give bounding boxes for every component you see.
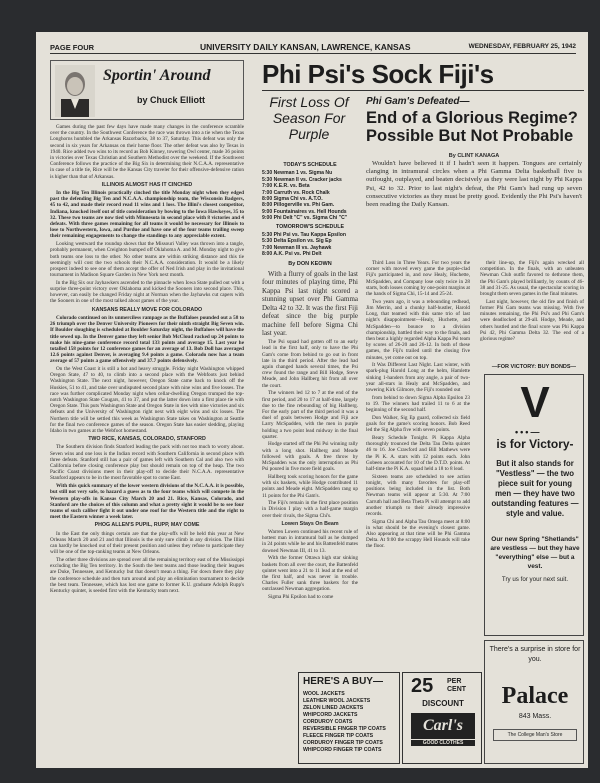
lead-paragraph: With a flurry of goals in the last four minutes of playing time, Phi Kappa Psi last night scored a stunning upset over Phi Gamma Delta 42 to 32. It was the first Fiji defeat since the big purple machine fell before Sigma Chi last year. <box>262 269 358 338</box>
morse-dots: •••— <box>515 427 542 437</box>
columnist-photo <box>55 65 95 117</box>
palace-ad <box>484 640 584 764</box>
story2-lead <box>366 160 582 260</box>
paragraph: With the former Ottawa high star sinking baskets from all over the court, the Battenfeld quintet went into a 21 to 11 lead at the end of the first half, and was never in trouble. Charles Fuller sank three baskets for the outclassed Newman aggregation. <box>262 555 358 593</box>
paragraph: Last night, however, the old fire and finish of former Phi Gam teams was missing. With five minutes remaining, the Phi Psi's and Phi Gam's were deadlocked at 29-all. Hodge, Meade, and others hustled and the final score was Phi Kappa Psi 42, Phi Gamma Delta 32. The end of a glorious regime? <box>480 298 584 342</box>
paragraph: In the Big Ten Illinois practically cinched the title Monday night when they edged past the defending Big Ten and N.C.A.A. championship team, the Wisconsin Badgers, 45 to 42, and made their record read 11 wins and 1 loss. The Illini's closest competitor, Indiana, knocked itself out of title consideration by bowing to the Iowa Hawkeyes, 35 to 32. These two teams are now tied with Minnesota in second place with 8 victories and 4 defeats. With three games remaining for all teams it would be necessary for Illinois to lose to Northwestern, Iowa, and Purdue and have one of the four teams trailing sweep their remaining engagements to change the standings to any appreciable extent. <box>50 190 244 240</box>
column-byline: by Chuck Elliott <box>137 95 206 105</box>
list-item: WHIPCORD JACKETS <box>303 712 358 718</box>
per-label: PER <box>447 678 462 685</box>
carls-logo: Carl's <box>411 713 475 739</box>
discount-label: DISCOUNT <box>422 699 464 708</box>
heres-a-buy-ad <box>298 672 400 764</box>
schedule-row: 5:30 Newman 1 vs. Sigma Nu <box>262 170 333 177</box>
victory-shetlands: Our new Spring "Shetlands" are vestless — but they have "everything" else — but a vest. <box>490 536 580 570</box>
coat-list <box>303 691 386 754</box>
palace-tagline: The College Man's Store <box>493 729 577 741</box>
victory-try: Try us for your next suit. <box>501 576 569 583</box>
bonds-banner: —FOR VICTORY: BUY BONDS— <box>491 364 577 370</box>
paragraph: Beary Schedule Tonight. Pi Kappa Alpha thoroughly trounced the Delta Tau Delta quintet 46 to 16. Joe Crawford and Bill Mathews were the Pi K. A. stars with 12 points each. John Gobeen accounted for 10 of the D.T.D. points. At half-time the Pi K.A. squad held a 18 to 8 lead. <box>366 434 470 472</box>
paragraph: Warren Lowen continued his recent rule of hottest man in intramural ball as he dumped in 24 points while he and his Battenfeld mates downed Newman III, 41 to 13. <box>262 529 358 554</box>
carls-tagline: GOOD CLOTHES <box>411 740 475 746</box>
list-item: FLEECE FINGER TIP COATS <box>303 733 374 739</box>
paragraph: The winners led 12 to 7 at the end of the first period, and 20 to 17 at half-time, largely due to the fine rebounding of big Hallberg. For the early part of the third period it was a duel of goals between Hodge and Fiji ace Larry McSpadden, with the men in purple holding a two point lead midway in the final quarter. <box>262 390 358 440</box>
column-title: Sportin' Around <box>103 67 211 84</box>
paragraph: from behind to down Sigma Alpha Epsilon 23 to 19. The winners had trailed 11 to 6 at the beginning of the second half. <box>366 394 470 414</box>
list-item: LEATHER WOOL JACKETS <box>303 698 371 704</box>
paragraph: The Fiji's remain in the first place position in Division I play with a half-game margin over their rivals, the Sigma Chi's. <box>262 500 358 519</box>
paragraph: Colorado continued on its unmerciless rampage as the Buffaloes pounded out a 58 to 26 triumph over the Denver University Pioneers for their ninth straight Big Seven win. If Boulder sloughing is scheduled at Boulder Saturday night, the Buffaloes will have the title sewed up. In the Denver game they left senior Bob McCloud racked up 24 points to make his nine-game conference record total 133 points and average 15. Last year he totalled 158 points for 12 conference games for an average of 13. Bob Doll has averaged 12.6 points against Denver, is averaging 9.4 points a game. Colorado now has a team average of 57 points a game offensively and 37.7 points defensively. <box>50 314 244 365</box>
paragraph: The other three divisions are spread over all the remaining territory east of the Mississippi excluding the Big Ten territory. In the South the best teams and those leading their leagues are Duke, Tennessee, and Kentucky but that doesn't mean a thing. For down there they play the conference schedule and then turn around and play an elimination tournament to decide the best team. Tennessee, which has lost one game to former K.U. graduate Adolph Rupp's Kentucky quintet, is seeded first with the Kentucky team next. <box>50 556 244 594</box>
paragraph: With this quick summary of the lower western divisions of the N.C.A.A. it is possible, but still not very safe, to hazard a guess as to the four teams which will compete in the Western play-offs in Kansas City March 20 and 21. Rice, Kansas, Colorado, and Stanford are the choices of this column and what a pretty sight it would be to see four teams of such caliber fight it out under one roof for the Western title and the right to meet the Eastern winner a week later. <box>50 483 244 521</box>
paragraph: The Southern division finds Stanford leading the pack with not too much to worry about. Seven wins and one loss is the Indian record with Southern California in second place with three defeats. Stanford still has a pair of games left with Southern Cal and also two with California before closing conference play but should remain on top of the heap. The two Pacific Coast divisions meet in their play-off to decide their N.C.A.A. representative Stanford appears to be in the most favorable spot to come East. <box>50 444 244 482</box>
list-item: WOOL JACKETS <box>303 691 345 697</box>
paragraph: Sigma Chi and Alpha Tau Omega meet at 8:00 in what should be the evening's closest game. Also appearing at that time will be Phi Gamma Delta. At 9:00 the scrappy Hell Hounds will take the floor. <box>366 518 470 550</box>
masthead <box>50 42 576 54</box>
subhead: ILLINOIS ALMOST HAS IT CINCHED <box>101 181 193 188</box>
paragraph: On the West Coast it is still a hot and heavy struggle. Friday night Washington whipped Oregon State, 47 to 40, to climb into a second place with the Webfoots just behind Washington State. The next night, however, Oregon State came back to knock off the Huskies, 51 to 41, and take over undisputed second place with nine wins and five losses. The race was further complicated Monday night when cellar-dwelling Oregon trumped the top-notch Washington State Cougars, 41 to 37, and put the latter down into a first place tie with Oregon State. This puts Washington State and Oregon State in ties with nine victories and six defeats and the University of Washington right next with eight wins and six losses. The Northern title will be settled this week as Washington State takes on Washington at Seattle for the final two conference games of the season. Oregon State has easier sledding, playing Idaho in two games at the Webfoot homestand. <box>50 366 244 435</box>
paragraph: In the Big Six our Jayhawkers ascended to the pinnacle when Iowa State pulled out with a surprise three-point victory over Oklahoma and kicked the Sooners into second place. This, however, can easily be changed Friday night at Norman when the Jayhawks cut capers with the Sooners in one of the most talked about games of the year. <box>50 279 244 305</box>
story2-deck: End of a Glorious Regime? Possible But Not Probable <box>366 109 578 145</box>
paragraph: The Psi squad had gotten off to an early lead in the first half, only to have the Phi Gam's come from behind to go out in front late in the third period. After the lead had again changed hands several times, the Psi crew found the range and Bill Hodge, Steve Meade, and John Hallberg hit from all over the court. <box>262 339 358 389</box>
paragraph: Sigma Phi Epsilon had to come <box>268 594 334 601</box>
carls-ad <box>402 672 482 764</box>
today-schedule <box>262 162 358 258</box>
ad-title: HERE'S A BUY— <box>303 676 383 687</box>
discount-number: 25 <box>411 675 434 697</box>
subhead: KANSANS REALLY MOVE FOR COLORADO <box>91 306 203 313</box>
story1-body <box>262 270 358 601</box>
cent-label: CENT <box>447 686 467 693</box>
paragraph: In the East the only things certain are that the play-offs will be held this year at New Orleans March 20 and 21 and that Illinois is the only sure climb in any division. The Illini can hardly be knocked out of their present position and unless they refuse to participate they will be one of the top-ranking teams at New Orleans. <box>50 530 244 556</box>
schedule-row: 8:00 A.K. Psi vs. Phi Delt <box>262 251 322 258</box>
schedule-row: 8:00 Pillogerville vs. Phi Gam. <box>262 202 335 209</box>
paragraph: Third Loss in Three Years. For two years the corner with moved every game the purple-clad Fiji's participated in, and now Healy, Huchette, McSpadden, and Company lose only twice in 28 starts, both losses coming by one-point margins at the hands of Sigma Chi, 15-14 and 25-24. <box>366 260 470 298</box>
paragraph: Looking westward the roundup shows that the Missouri Valley was thrown into a tangle, probably permanent, when Creighton bumped off Oklahoma A. and M. Monday night to give both teams one loss to the other. No other teams are within striking distance and this tie seemingly will cost the two schools their N.C.A.A. consideration. It would be a likely prospect indeed to see one of them accept the offer of Ned Irish and play in the invitational tournament in Madison Square Garden in New York next month. <box>50 241 244 279</box>
schedule-row: 7:00 Carruth vs. Rock Chalk <box>262 189 330 196</box>
paragraph: Don Walker, Sig Ep guard, collected six field goals for the game's scoring honors. Bob Reed led the Sig Alpha five with seven points. <box>366 414 470 434</box>
schedule-row: 9:00 Phi Delt "C" vs. Sigma Chi "C" <box>262 215 348 222</box>
victory-tagline: is for Victory- <box>496 437 574 451</box>
palace-address: 843 Mass. <box>518 713 552 720</box>
sportin-around-body <box>50 124 244 764</box>
sportin-around-header <box>50 60 244 120</box>
paragraph: Games during the past few days have made many changes in the conference scramble over the country. In the Southwest Conference the race was thrown into a tie when the Texas Longhorns humbled the Arkansas Razorbacks, 38 to 37, Saturday. This defeat was only the second in six years for Arkansas on their home floor. The other defeat was also by Texas in 1940. Rice added two wins to its record as Bob Kinney, towering Owl center, made 36 points in victories over Texas Christian and Southern Methodist over the weekend. If the Southwest Conference follows the practice of the Big Six in determining their N.C.A.A. representative in case of a title tie, Rice will be the Kansas City traveler for their offensive-defensive ration is higher than that of Arkansas. <box>50 124 244 180</box>
story2-body-right <box>480 260 584 360</box>
victory-v: V <box>520 378 550 427</box>
schedule-row: 5:30 Newman II vs. Cracker jacks <box>262 176 342 183</box>
main-headline: Phi Psi's Sock Fiji's <box>262 59 494 89</box>
paragraph: Two years ago, it was a rebounding redhead, Jim Merrin, and a chunky half-hustler, Harold Long, that teamed with this same trio of last night's disappointment—Healy, Huchette, and McSpadden—to bounce to a division championship, battled their way to the finals, and then beat a highly regarded Alpha Kappa Psi team by scores of 26-20 and 26-12. In both of these games, the Fiji's trailed until the closing five minutes, yet come out on top. <box>366 298 470 361</box>
victory-ad <box>484 374 584 636</box>
schedule-row: 5:30 Phi Psi vs. Tau Kappa Epsilon <box>262 232 346 239</box>
lead-paragraph: Wouldn't have believed it if I hadn't seen it happen. Tongues are certainly clanging in intramural circles when a Phi Gamma Delta basketball five is outfought, outplayed, and beaten decisively as they were last night by Phi Kappa Psi, 42 to 32. Prior to last night's defeat, the Phi Gam's had rung up seven consecutive victories as they must be pretty good. Evidently the Phi Psi's haven't been reading the Daily Kansan. <box>366 160 582 209</box>
paragraph: It Was Different Last Night. Last winter, with spark-plug Harold Long at the helm, Hamlette sinking 1-handers from any angle, a pair of two-year all-stars in Healy and McSpadden, and towering Kirk Gilmore, the Fiji's rounded out <box>366 362 470 394</box>
list-item: WHIPCORD FINGER TIP COATS <box>303 747 382 753</box>
discount-unit <box>447 678 466 694</box>
schedule-title: TOMORROW'S SCHEDULE <box>276 223 344 230</box>
story1-deck: First Loss Of Season For Purple <box>269 94 349 142</box>
story2-byline: By CLINT KANAGA <box>448 153 500 159</box>
paragraph: their line-up, the Fiji's again wrecked all competition. In the finals, with an unbeaten Newman Club outfit favored to dethrone them, the Phi Gam's played brilliantly, by counts of 46-38 and 31-25. As usual, the spectacular scoring in brought them seven games in the final minutes. <box>480 260 584 298</box>
schedule-row: 8:00 Sigma Chi vs. A.T.O. <box>262 196 323 203</box>
page-number: PAGE FOUR <box>50 43 95 52</box>
newspaper-page <box>36 32 588 768</box>
story2-kicker: Phi Gam's Defeated— <box>366 96 470 107</box>
story1-byline: By DON KEOWN <box>288 260 332 267</box>
subhead: TWO RICE, KANSAS, COLORADO, STANFORD <box>88 436 206 443</box>
schedule-row: 7:00 Newman III vs. Jayhawk <box>262 244 332 251</box>
paper-title: UNIVERSITY DAILY KANSAN, LAWRENCE, KANSAS <box>200 42 411 52</box>
subhead: Lowen Stays On Beam <box>281 520 339 527</box>
list-item: CORDUROY COATS <box>303 719 353 725</box>
subhead: PHOG ALLEN'S PUPIL, RUPP, MAY COME <box>94 522 200 529</box>
paragraph: Hodge started off the Phi Psi winning rally with a long shot. Hallberg and Meade followed with goals. A free throw by McSpadden was the only interruption as Phi Psi poured in five more field goals. <box>262 441 358 473</box>
palace-name: Palace <box>501 683 569 709</box>
story2-body-left <box>366 260 470 664</box>
list-item: REVERSIBLE FINGER TIP COATS <box>303 726 386 732</box>
schedule-title: TODAY'S SCHEDULE <box>283 162 337 168</box>
list-item: CORDUROY FINGER TIP COATS <box>303 740 383 746</box>
schedule-row: 9:00 Fountainaires vs. Hell Hounds <box>262 208 347 215</box>
paragraph: Sixteen teams are scheduled to see action tonight, with many favorites for play-off positions being included in the list. Both Newman teams will appear at 5:30. At 7:00 Carruth hall and Beta Theta Pi will attempt to add another triumph to their already impressive records. <box>366 473 470 517</box>
schedule-row: 7:00 K.E.R. vs. Beta <box>262 183 310 190</box>
schedule-row: 5:30 Delta Epsilon vs. Sig Ep <box>262 238 332 245</box>
paragraph: Hallberg took scoring honors for the game with six baskets, while Hodge contributed 11 points and Meade eight. McSpadden rang up 11 points for the Phi Gam's. <box>262 473 358 499</box>
headline-rule <box>262 90 584 91</box>
issue-date: WEDNESDAY, FEBRUARY 25, 1942 <box>468 43 576 50</box>
victory-body: But it also stands for "Vestless" — the two piece suit for young men — they have two outstanding features — style and value. <box>491 459 579 518</box>
list-item: ZELON LINED JACKETS <box>303 705 364 711</box>
palace-surprise: There's a surprise in store for you. <box>489 646 581 663</box>
